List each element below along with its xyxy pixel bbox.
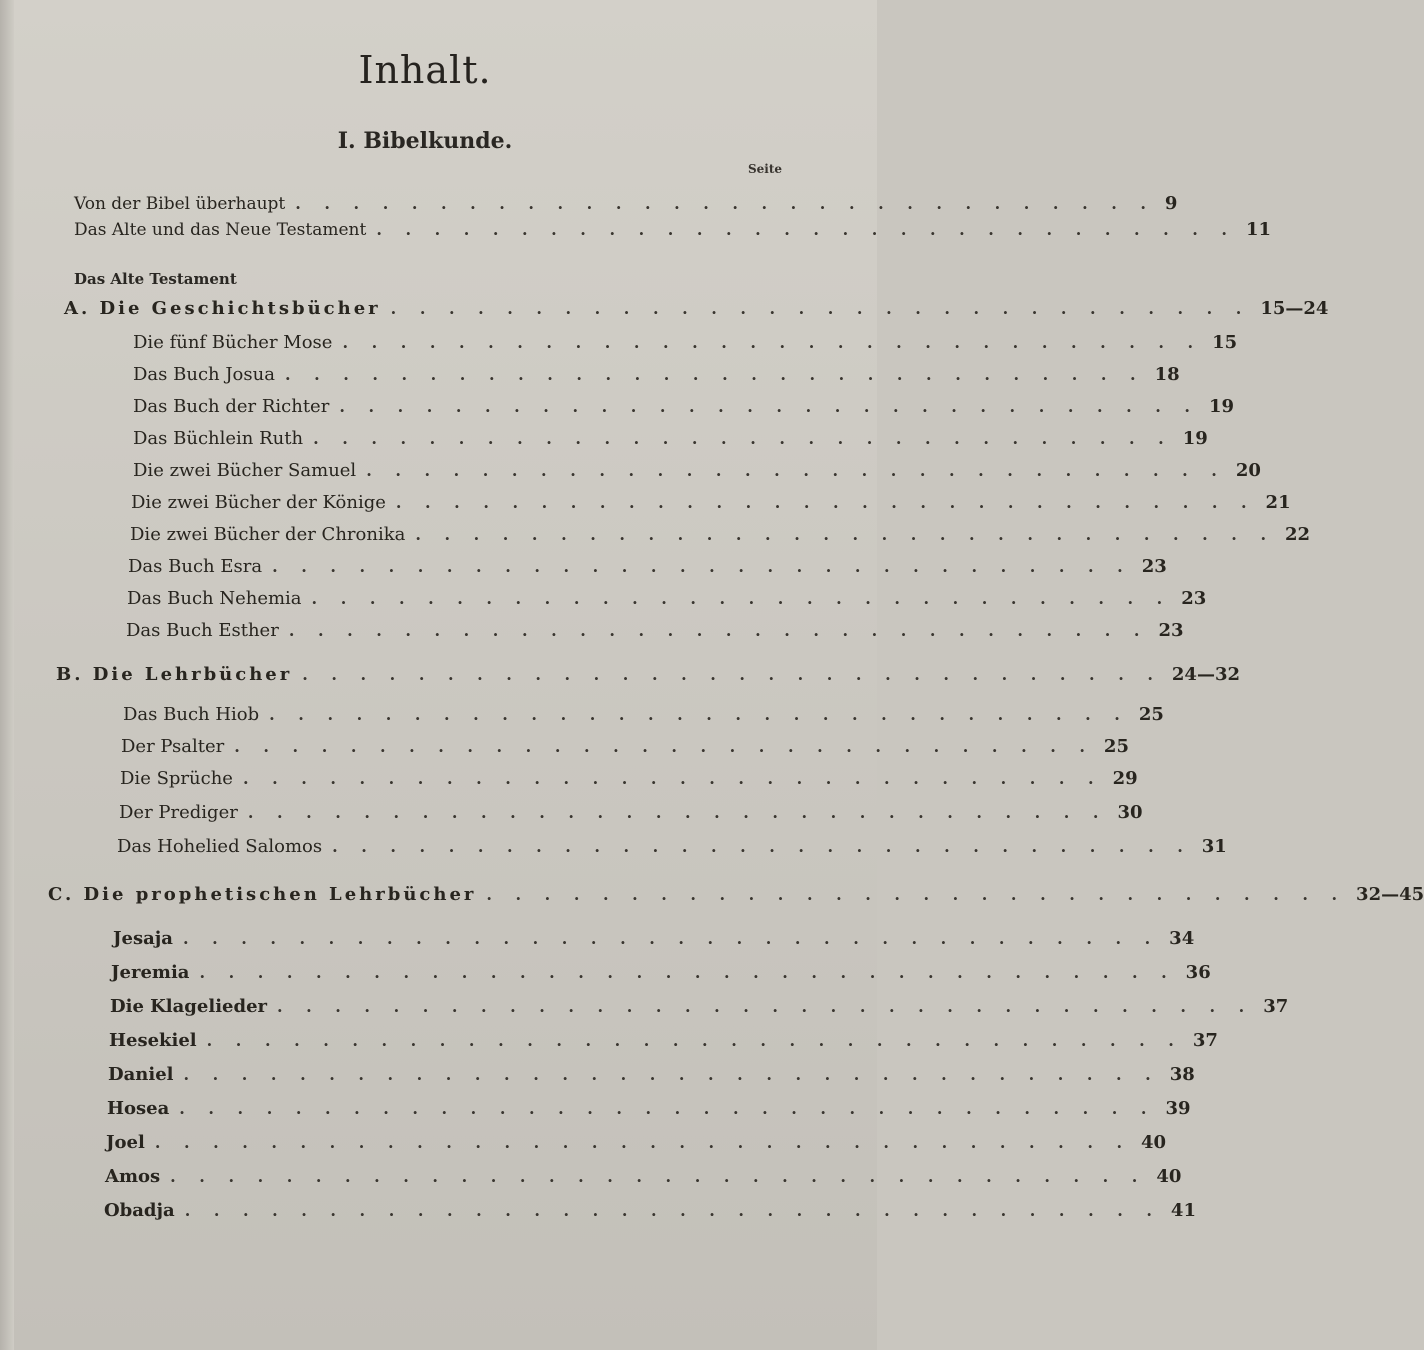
toc-entry-page: 39 xyxy=(1165,1098,1191,1119)
toc-entry xyxy=(133,332,1238,353)
page-gutter xyxy=(0,0,14,1350)
toc-entry xyxy=(126,620,1184,641)
toc-entry-page: 21 xyxy=(1265,492,1291,513)
toc-entry-page: 31 xyxy=(1201,836,1227,857)
toc-entry xyxy=(133,428,1208,449)
toc-entry-label: Das Buch Hiob xyxy=(123,704,260,725)
toc-entry-page: 37 xyxy=(1192,1030,1218,1051)
toc-entry-label: Das Buch Esra xyxy=(128,556,263,577)
toc-entry-page: 37 xyxy=(1263,996,1289,1017)
toc-group-label: B. Die Lehrbücher xyxy=(56,664,293,685)
toc-entry-label: Jeremia xyxy=(111,962,190,983)
leader-dots: . . . . . . . . . . . . . . . . . . . . . . . . . . . . . . xyxy=(311,589,1172,608)
toc-entry-page: 25 xyxy=(1138,704,1164,725)
toc-entry-page: 20 xyxy=(1235,460,1261,481)
toc-entry-label: Amos xyxy=(105,1166,161,1187)
toc-entry-page: 38 xyxy=(1169,1064,1195,1085)
toc-group-heading xyxy=(56,664,1241,685)
leader-dots: . . . . . . . . . . . . . . . . . . . . . . . . . . . . . . xyxy=(247,803,1108,822)
toc-entry xyxy=(130,524,1311,545)
toc-entry xyxy=(105,1166,1182,1187)
leader-dots: . . . . . . . . . . . . . . . . . . . . . . . . . . . . . . xyxy=(332,837,1192,856)
toc-entry xyxy=(120,768,1138,789)
toc-entry xyxy=(127,588,1207,609)
toc-entry xyxy=(119,802,1143,823)
leader-dots: . . . . . . . . . . . . . . . . . . . . . . . . . . . . . . xyxy=(242,769,1103,788)
toc-entry-page: 11 xyxy=(1245,219,1272,240)
toc-group-label: A. Die Geschichtsbücher xyxy=(64,298,381,319)
toc-entry xyxy=(104,1200,1196,1221)
toc-entry-page: 23 xyxy=(1181,588,1207,609)
toc-entry-page: 19 xyxy=(1182,428,1208,449)
toc-entry-page: 18 xyxy=(1154,364,1180,385)
leader-dots: . . . . . . . . . . . . . . . . . . . . . . . . . . . . . . xyxy=(284,365,1145,384)
toc-entry xyxy=(117,836,1227,857)
toc-entry xyxy=(121,736,1129,757)
leader-dots: . . . . . . . . . . . . . . . . . . . . . . . . . . . . . . xyxy=(395,493,1256,512)
toc-entry-page: 40 xyxy=(1141,1132,1167,1153)
toc-group-label: C. Die prophetischen Lehrbücher xyxy=(48,884,477,905)
toc-entry-page: 19 xyxy=(1208,396,1235,417)
leader-dots: . . . . . . . . . . . . . . . . . . . . . . . . . . . . . . xyxy=(272,557,1132,576)
leader-dots: . . . . . . . . . . . . . . . . . . . . . . . . . . . . . . . . . . xyxy=(182,929,1160,948)
toc-entry-page: 34 xyxy=(1169,928,1195,949)
toc-entry xyxy=(133,460,1261,481)
toc-entry-page: 29 xyxy=(1112,768,1138,789)
subheading: Das Alte Testament xyxy=(74,270,237,288)
toc-entry-label: Hesekiel xyxy=(109,1030,197,1051)
toc-entry-label: Das Büchlein Ruth xyxy=(133,428,304,449)
toc-entry-label: Joel xyxy=(106,1132,145,1153)
toc-entry-label: Die Sprüche xyxy=(120,768,233,789)
leader-dots: . . . . . . . . . . . . . . . . . . . . . . . . . . . . . . . . . . xyxy=(184,1201,1161,1220)
toc-entry xyxy=(74,193,1178,214)
leader-dots: . . . . . . . . . . . . . . . . . . . . . . . . . . . . . . . . . . xyxy=(154,1133,1132,1152)
toc-entry-page: 22 xyxy=(1285,524,1311,545)
leader-dots: . . . . . . . . . . . . . . . . . . . . . . . . . . . . . . xyxy=(288,621,1149,640)
toc-entry-label: Jesaja xyxy=(113,928,173,949)
toc-entry xyxy=(133,364,1180,385)
toc-entry xyxy=(74,219,1272,240)
leader-dots: . . . . . . . . . . . . . . . . . . . . . . . . . . . . . . . . . . xyxy=(170,1167,1147,1186)
leader-dots: . . . . . . . . . . . . . . . . . . . . . . . . . . . . . . . . . . xyxy=(179,1099,1156,1118)
leader-dots: . . . . . . . . . . . . . . . . . . . . . . . . . . . . . . . . . . xyxy=(277,997,1254,1016)
leader-dots: . . . . . . . . . . . . . . . . . . . . . . . . . . . . . . . . . . xyxy=(183,1065,1160,1084)
toc-entry xyxy=(107,1098,1191,1119)
toc-entry-label: Obadja xyxy=(104,1200,175,1221)
toc-entry-label: Die Klagelieder xyxy=(110,996,267,1017)
toc-entry-page: 23 xyxy=(1158,620,1184,641)
toc-entry-page: 36 xyxy=(1185,962,1211,983)
toc-entry-label: Die zwei Bücher der Chronika xyxy=(130,524,406,545)
toc-group-heading xyxy=(48,884,1424,905)
toc-entry-page: 40 xyxy=(1156,1166,1182,1187)
leader-dots: . . . . . . . . . . . . . . . . . . . . . . . . . . . . . . xyxy=(342,333,1203,352)
toc-group-pages: 32—45 xyxy=(1356,884,1424,905)
toc-entry-label: Die fünf Bücher Mose xyxy=(133,332,333,353)
toc-entry xyxy=(133,396,1235,417)
toc-entry-label: Hosea xyxy=(107,1098,170,1119)
toc-entry-label: Das Buch der Richter xyxy=(133,396,330,417)
toc-entry-label: Das Hohelied Salomos xyxy=(117,836,323,857)
leader-dots: . . . . . . . . . . . . . . . . . . . . . . . . . . . . . . . . . . xyxy=(206,1031,1183,1050)
toc-entry xyxy=(110,996,1289,1017)
leader-dots: . . . . . . . . . . . . . . . . . . . . . . . . . . . . . . xyxy=(234,737,1094,756)
leader-dots: . . . . . . . . . . . . . . . . . . . . . . . . . . . . . . xyxy=(376,220,1236,239)
toc-entry-label: Das Alte und das Neue Testament xyxy=(74,220,367,240)
leader-dots: . . . . . . . . . . . . . . . . . . . . . . . . . . . . . . xyxy=(366,461,1226,480)
section-heading: I. Bibelkunde. xyxy=(337,128,513,154)
toc-entry xyxy=(131,492,1291,513)
toc-entry xyxy=(123,704,1164,725)
toc-entry-label: Der Prediger xyxy=(119,802,238,823)
leader-dots: . . . . . . . . . . . . . . . . . . . . . . . . . . . . . . xyxy=(269,705,1129,724)
toc-entry xyxy=(111,962,1211,983)
leader-dots: . . . . . . . . . . . . . . . . . . . . . . . . . . . . . . xyxy=(313,429,1173,448)
leader-dots: . . . . . . . . . . . . . . . . . . . . . . . . . . . . . . xyxy=(295,194,1155,213)
toc-entry xyxy=(109,1030,1218,1051)
toc-entry-label: Daniel xyxy=(108,1064,174,1085)
toc-entry-page: 30 xyxy=(1117,802,1143,823)
toc-group-heading xyxy=(64,298,1329,319)
toc-entry-label: Von der Bibel überhaupt xyxy=(74,194,286,214)
toc-entry-label: Das Buch Josua xyxy=(133,364,275,385)
leader-dots: . . . . . . . . . . . . . . . . . . . . . . . . . . . . . . . . . . xyxy=(199,963,1176,982)
page-title: Inhalt. xyxy=(358,48,492,92)
toc-entry xyxy=(113,928,1195,949)
toc-entry-label: Die zwei Bücher der Könige xyxy=(131,492,386,513)
toc-entry xyxy=(106,1132,1167,1153)
leader-dots: . . . . . . . . . . . . . . . . . . . . . . . . . . . . . . xyxy=(339,397,1199,416)
page-column-label: Seite xyxy=(748,162,783,176)
leader-dots: . . . . . . . . . . . . . . . . . . . . . . . . . . . . . . xyxy=(486,885,1347,904)
toc-entry-label: Das Buch Esther xyxy=(126,620,279,641)
toc-entry xyxy=(108,1064,1195,1085)
toc-entry-page: 41 xyxy=(1170,1200,1196,1221)
leader-dots: . . . . . . . . . . . . . . . . . . . . . . . . . . . . . . xyxy=(390,299,1251,318)
toc-entry-page: 25 xyxy=(1103,736,1129,757)
toc-group-pages: 24—32 xyxy=(1171,664,1241,685)
toc-entry-page: 15 xyxy=(1212,332,1238,353)
toc-entry-page: 9 xyxy=(1164,193,1178,214)
toc-entry-page: 23 xyxy=(1141,556,1167,577)
toc-entry-label: Die zwei Bücher Samuel xyxy=(133,460,357,481)
leader-dots: . . . . . . . . . . . . . . . . . . . . . . . . . . . . . . xyxy=(302,665,1162,684)
toc-group-pages: 15—24 xyxy=(1260,298,1329,319)
toc-entry-label: Das Buch Nehemia xyxy=(127,588,302,609)
toc-entry-label: Der Psalter xyxy=(121,736,225,757)
leader-dots: . . . . . . . . . . . . . . . . . . . . . . . . . . . . . . xyxy=(415,525,1276,544)
toc-entry xyxy=(128,556,1167,577)
